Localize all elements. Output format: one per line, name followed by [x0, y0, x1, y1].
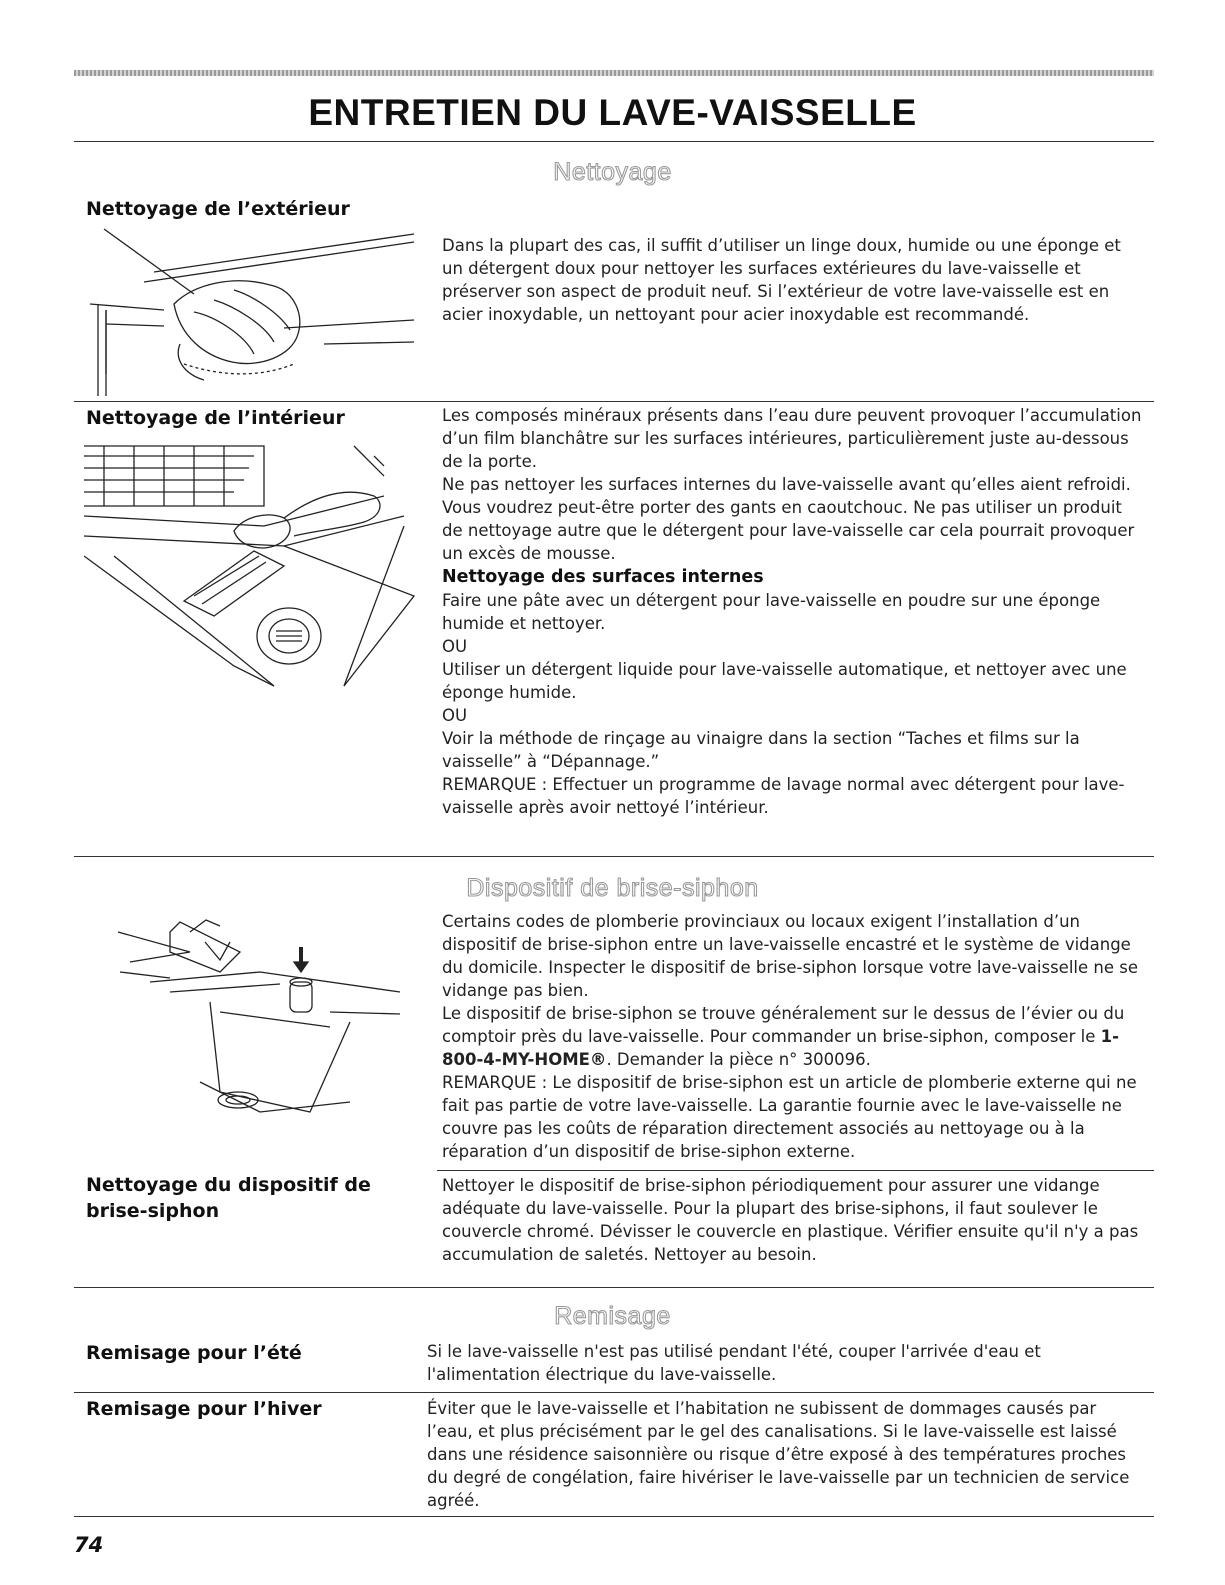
winter-heading: Remisage pour l’hiver — [86, 1398, 322, 1420]
interior-text-block — [442, 404, 1142, 819]
exterior-rule — [74, 401, 1154, 402]
summer-heading: Remisage pour l’été — [86, 1342, 302, 1364]
interior-rule — [74, 856, 1154, 857]
exterior-text: Dans la plupart des cas, il suffit d’utiliser un linge doux, humide ou une éponge et un détergent doux pour nettoyer les surfaces extérieures du lave-vaisselle et préserver son aspect de produit neuf. Si l’extérieur de votre lave-vaisselle est en acier inoxydable, un nettoyant pour acier inoxydable est recommandé. — [442, 236, 1121, 324]
interior-subheading: Nettoyage des surfaces internes — [442, 567, 764, 587]
summer-text: Si le lave-vaisselle n'est pas utilisé pendant l'été, couper l'arrivée d'eau et l'alimentation électrique du lave-vaisselle. — [427, 1342, 1041, 1384]
interior-paragraph: Utiliser un détergent liquide pour lave-vaisselle automatique, et nettoyer avec une éponge humide. — [442, 660, 1127, 702]
airgap-note: REMARQUE : Le dispositif de brise-siphon est un article de plomberie externe qui ne fait pas partie de votre lave-vaisselle. La garantie fournie avec le lave-vaisselle ne couvre pas les coûts de réparation directement associés au nettoyage ou à la réparation d’un dispositif de brise-siphon externe. — [442, 1073, 1137, 1161]
top-dotted-bar — [74, 70, 1154, 76]
or-label: OU — [442, 706, 468, 725]
page-number: 74 — [74, 1533, 104, 1557]
airgap-clean-heading: Nettoyage du dispositif de brise-siphon — [86, 1174, 371, 1222]
section-heading-brise-siphon: Dispositif de brise-siphon — [466, 874, 759, 902]
interior-note: REMARQUE : Effectuer un programme de lavage normal avec détergent pour lave-vaisselle après avoir nettoyé l’intérieur. — [442, 775, 1125, 817]
airgap-text: . Demander la pièce n° 300096. — [606, 1050, 871, 1069]
interior-cleaning-illustration — [84, 436, 434, 692]
airgap-clean-text: Nettoyer le dispositif de brise-siphon périodiquement pour assurer une vidange adéquate du lave-vaisselle. Pour la plupart des brise-siphons, il faut soulever le couvercle chromé. Dévisser le couvercle en plastique. Vérifier ensuite qu'il n'y a pas accumulation de saletés. Nettoyer au besoin. — [442, 1176, 1139, 1264]
title-rule — [74, 141, 1154, 142]
airgap-text-block — [442, 910, 1142, 1163]
or-label: OU — [442, 637, 468, 656]
air-gap-illustration — [110, 912, 410, 1128]
bottom-rule — [74, 1516, 1154, 1517]
airgap-clean-rule — [74, 1287, 1154, 1288]
phone-number: 1-800-4-MY-HOME® — [442, 1027, 1119, 1069]
interior-paragraph: Ne pas nettoyer les surfaces internes du lave-vaisselle avant qu’elles aient refroidi. Vous voudrez peut-être porter des gants en caoutchouc. Ne pas utiliser un produit de nettoyage autre que le détergent pour lave-vaisselle car cela pourrait provoquer un excès de mousse. — [442, 475, 1135, 563]
exterior-heading: Nettoyage de l’extérieur — [86, 198, 350, 220]
interior-paragraph: Faire une pâte avec un détergent pour lave-vaisselle en poudre sur une éponge humide et nettoyer. — [442, 591, 1101, 633]
section-heading-nettoyage: Nettoyage — [553, 158, 672, 186]
airgap-paragraph: Certains codes de plomberie provinciaux ou locaux exigent l’installation d’un dispositif de brise-siphon entre un lave-vaisselle encastré et le système de vidange du domicile. Inspecter le dispositif de brise-siphon lorsque votre lave-vaisselle ne se vidange pas bien. — [442, 912, 1138, 1000]
section-heading-remisage: Remisage — [554, 1302, 671, 1330]
interior-heading: Nettoyage de l’intérieur — [86, 407, 345, 429]
interior-paragraph: Les composés minéraux présents dans l’eau dure peuvent provoquer l’accumulation d’un film blanchâtre sur les surfaces intérieures, particulièrement juste au-dessous de la porte. — [442, 406, 1142, 471]
airgap-text: Le dispositif de brise-siphon se trouve généralement sur le dessus de l’évier ou du comptoir près du lave-vaisselle. Pour commander un brise-siphon, composer le — [442, 1004, 1125, 1046]
page-title: ENTRETIEN DU LAVE-VAISSELLE — [308, 92, 917, 133]
airgap-paragraph — [442, 1002, 1142, 1071]
summer-rule — [74, 1392, 1154, 1393]
winter-text: Éviter que le lave-vaisselle et l’habitation ne subissent de dommages causés par l’eau, et plus précisément par le gel des canalisations. Si le lave-vaisselle est laissé dans une résidence saisonnière ou risque d’être exposé à des températures proches du degré de congélation, faire hivériser le lave-vaisselle par un technicien de service agréé. — [427, 1399, 1130, 1510]
interior-paragraph: Voir la méthode de rinçage au vinaigre dans la section “Taches et films sur la vaisselle” à “Dépannage.” — [442, 729, 1080, 771]
exterior-cleaning-illustration — [84, 224, 424, 400]
airgap-rule — [437, 1170, 1154, 1171]
